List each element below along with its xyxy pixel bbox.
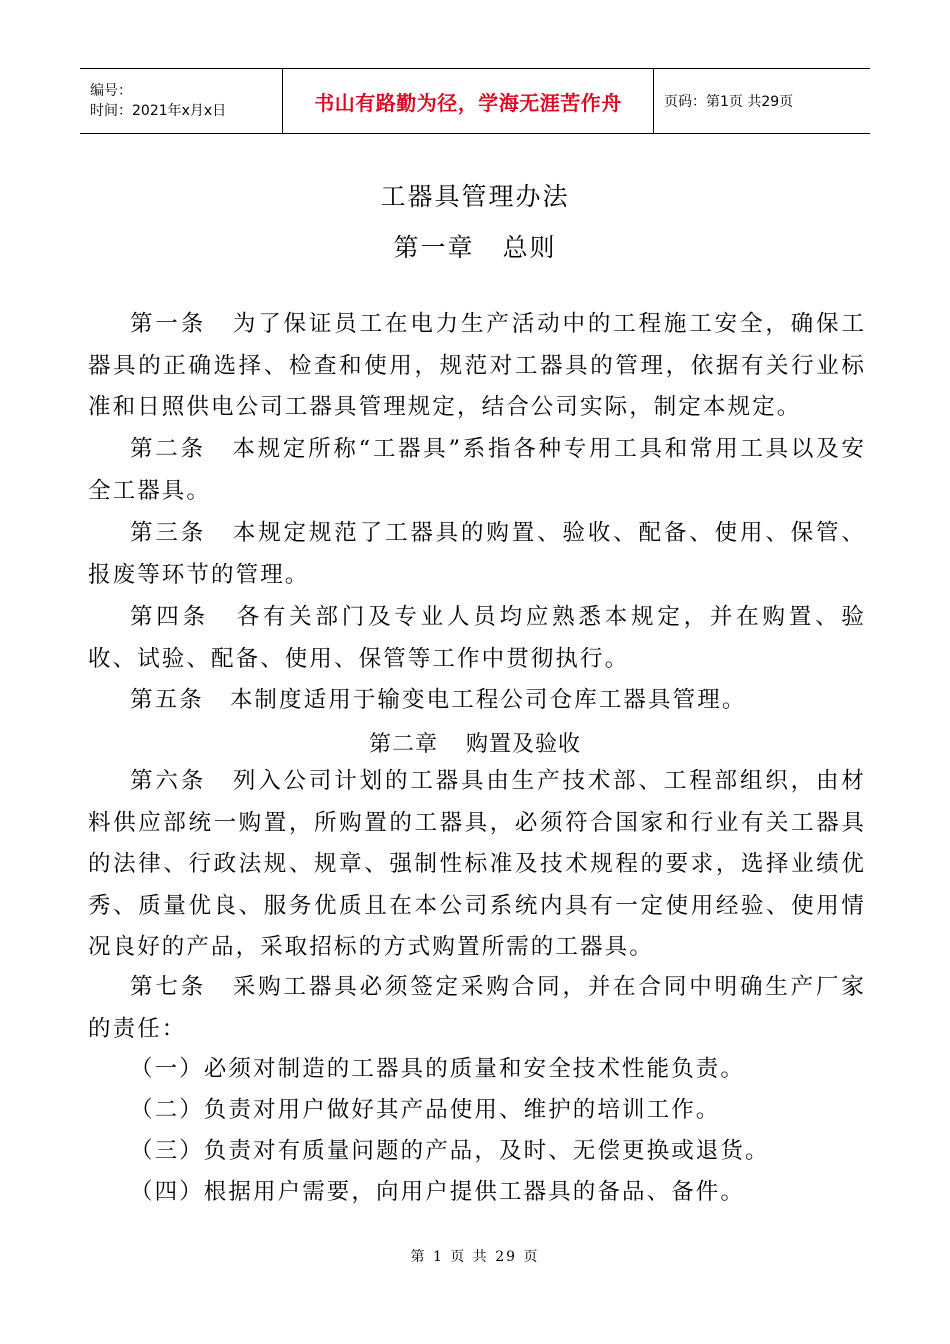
page-info-text: 页码：第1页 共29页 [664, 94, 794, 110]
chapter-1-number: 第一章 [393, 233, 475, 262]
article-1 [88, 304, 866, 429]
chapter-2-number: 第二章 [368, 732, 438, 757]
header-meta [80, 69, 282, 133]
chapter-2-name: 购置及验收 [466, 732, 582, 757]
article-text: 本制度适用于输变电工程公司仓库工器具管理。 [229, 687, 747, 713]
article-6 [88, 761, 866, 969]
article-text: 采购工器具必须签定采购合同，并在合同中明确生产厂家的责任： [88, 974, 866, 1042]
article-label: 第一条 [130, 311, 207, 337]
header-page-info [654, 69, 870, 133]
article-text: 本规定规范了工器具的购置、验收、配备、使用、保管、报废等环节的管理。 [88, 520, 866, 588]
article-label: 第五条 [130, 687, 204, 713]
article-2 [88, 429, 866, 512]
article-label: 第四条 [130, 604, 209, 630]
article-text: 为了保证员工在电力生产活动中的工程施工安全，确保工器具的正确选择、检查和使用，规范对工器具的管理，依据有关行业标准和日照供电公司工器具管理规定，结合公司实际，制定本规定。 [88, 311, 866, 420]
article-3 [88, 513, 866, 596]
article-7 [88, 967, 866, 1050]
article-text: 列入公司计划的工器具由生产技术部、工程部组织，由材料供应部统一购置，所购置的工器具，必须符合国家和行业有关工器具的法律、行政法规、规章、强制性标准及技术规程的要求，选择业绩优秀、质量优良、服务优质且在本公司系统内具有一定使用经验、使用情况良好的产品，采取招标的方式购置所需的工器具。 [88, 768, 866, 960]
time-label: 时间：2021年x月x日 [90, 103, 227, 119]
item-2: （二）负责对用户做好其产品使用、维护的培训工作。 [130, 1097, 721, 1123]
article-text: 各有关部门及专业人员均应熟悉本规定，并在购置、验收、试验、配备、使用、保管等工作中贯彻执行。 [88, 604, 866, 672]
chapter-1-name: 总则 [502, 233, 557, 262]
article-text: 本规定所称“工器具”系指各种专用工具和常用工具以及安全工器具。 [88, 436, 866, 504]
article-label: 第六条 [130, 768, 207, 794]
motto-text: 书山有路勤为径，学海无涯苦作舟 [314, 90, 622, 115]
number-label: 编号： [90, 83, 132, 99]
header-motto [282, 69, 654, 133]
item-1: （一）必须对制造的工器具的质量和安全技术性能负责。 [130, 1056, 746, 1082]
document-title: 工器具管理办法 [380, 182, 570, 211]
article-5 [88, 680, 866, 722]
item-3: （三）负责对有质量问题的产品，及时、无偿更换或退货。 [130, 1138, 770, 1164]
chapter-2-heading [0, 727, 950, 758]
page-header [80, 68, 870, 134]
item-4: （四）根据用户需要，向用户提供工器具的备品、备件。 [130, 1179, 746, 1205]
article-label: 第三条 [130, 520, 207, 546]
article-label: 第二条 [130, 436, 206, 462]
page-footer: 第 1 页 共 29 页 [410, 1249, 540, 1265]
article-label: 第七条 [130, 974, 207, 1000]
chapter-1-heading [0, 228, 950, 264]
article-4 [88, 597, 866, 680]
